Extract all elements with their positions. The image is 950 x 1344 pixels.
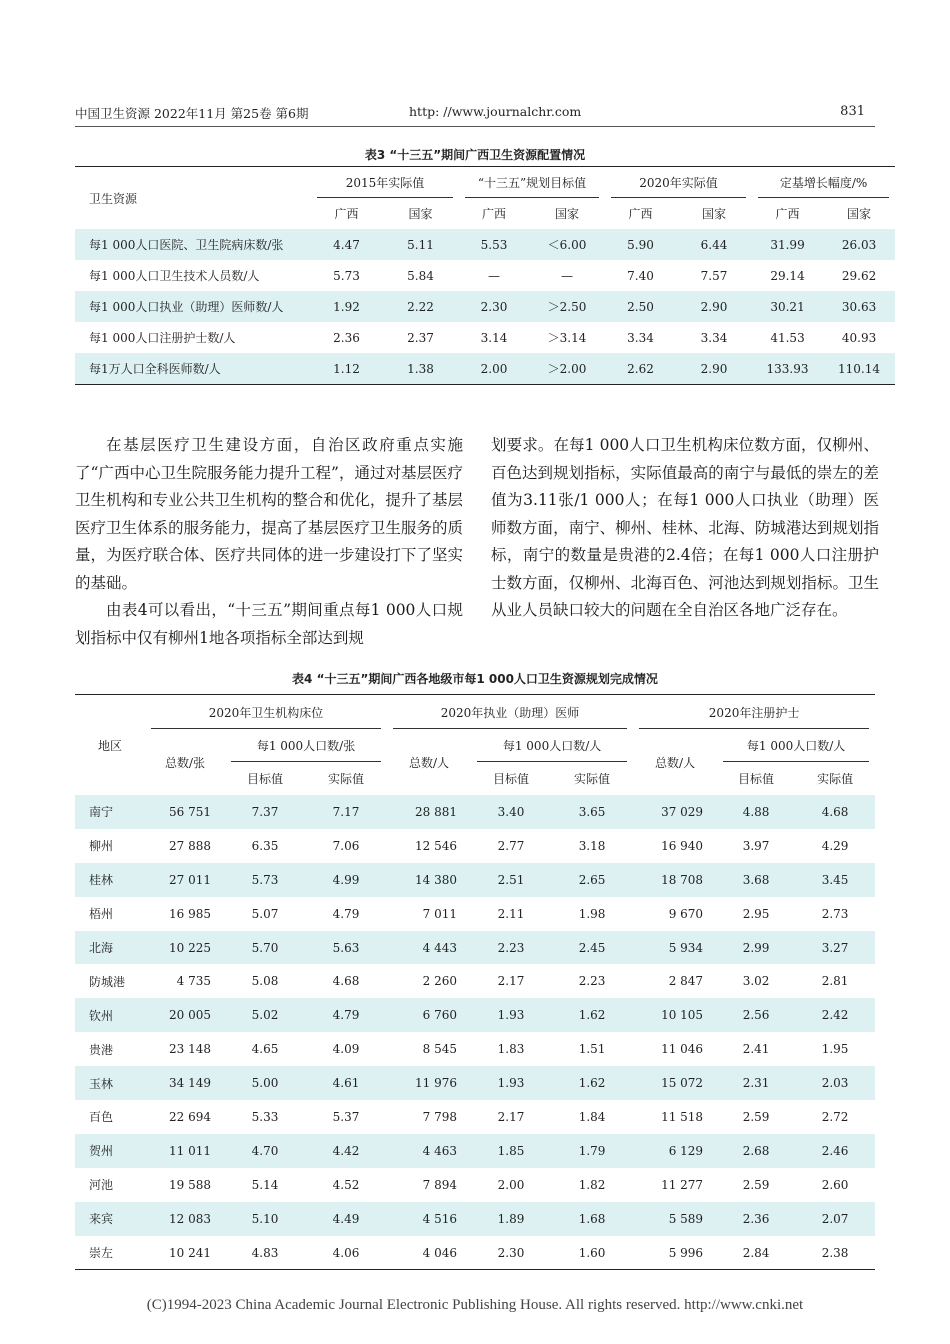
table-cell: 4.68	[795, 795, 875, 829]
table-cell: 3.14	[480, 330, 508, 345]
table-row	[75, 1202, 875, 1236]
table3-subheader: 国家	[408, 207, 433, 221]
table-cell: 12 083	[145, 1202, 225, 1236]
table-cell: 10 241	[145, 1236, 225, 1270]
table-cell: 2.07	[795, 1202, 875, 1236]
table-cell: 2.17	[497, 1109, 525, 1124]
table-cell: 1.98	[578, 906, 606, 921]
table3-subheader: 国家	[847, 207, 872, 221]
table4	[75, 694, 875, 1270]
table-cell: 4.47	[311, 229, 382, 260]
row-label: 玉林	[75, 1066, 145, 1100]
table-cell: 15 072	[633, 1066, 717, 1100]
paragraph: 在基层医疗卫生建设方面，自治区政府重点实施了“广西中心卫生院服务能力提升工程”，通过对基层医疗卫生机构和专业公共卫生机构的整合和优化，提升了基层医疗卫生体系的服务能力，提高了基层医疗卫生服务的质量，为医疗联合体、医疗共同体的进一步建设打下了坚实的基础。	[75, 436, 463, 592]
table-cell: 4.65	[251, 1042, 279, 1057]
table-row	[75, 931, 875, 965]
table-cell: 2.99	[717, 931, 795, 965]
table-cell: 2.90	[676, 291, 752, 322]
table-cell: 2 847	[668, 974, 704, 989]
table-cell: 2.84	[717, 1236, 795, 1270]
table-cell: 7.40	[627, 268, 654, 283]
table-cell: 4.83	[225, 1236, 305, 1270]
row-label: 防城港	[89, 974, 126, 989]
table-cell: 22 694	[169, 1109, 211, 1124]
table-cell: 4 046	[387, 1236, 471, 1270]
table-cell: 1.89	[471, 1202, 551, 1236]
table-cell: 5 589	[633, 1202, 717, 1236]
table4-per-header: 每1 000人口数/张	[225, 729, 387, 762]
table-cell: 2.59	[742, 1109, 770, 1124]
table-cell: 3.27	[795, 931, 875, 965]
table-cell: 7.37	[225, 795, 305, 829]
table-cell: 10 105	[633, 998, 717, 1032]
table-cell: 5.84	[407, 268, 434, 283]
table-cell: 10 225	[145, 931, 225, 965]
table-cell: 4.99	[305, 863, 387, 897]
table-cell: 2.62	[605, 353, 676, 385]
table-cell: 2.46	[795, 1134, 875, 1168]
table-cell: 11 518	[661, 1109, 704, 1124]
table-cell: 2.23	[471, 931, 551, 965]
table-cell: 4.49	[305, 1202, 387, 1236]
body-right-column	[491, 432, 879, 625]
table-row	[75, 1168, 875, 1202]
row-label: 来宾	[75, 1202, 145, 1236]
table-cell: 3.02	[742, 974, 770, 989]
table-cell: 6 760	[387, 998, 471, 1032]
paragraph: 由表4可以看出，“十三五”期间重点每1 000人口规划指标中仅有柳州1地各项指标全部达到规	[75, 601, 463, 647]
table-cell: 6.35	[251, 838, 279, 853]
table-cell: 5.73	[225, 863, 305, 897]
table4-per-header: 每1 000人口数/人	[717, 729, 875, 762]
table-cell: 2.51	[471, 863, 551, 897]
table-cell: 2.81	[821, 974, 849, 989]
table-cell: 28 881	[387, 795, 471, 829]
table-cell: 1.62	[551, 1066, 633, 1100]
table-cell: ＞2.00	[529, 353, 605, 385]
table-cell: 2.11	[497, 906, 525, 921]
table-row	[75, 1134, 875, 1168]
table-row	[75, 795, 875, 829]
paragraph: 划要求。在每1 000人口卫生机构床位数方面，仅柳州、百色达到规划指标，实际值最高的南宁与最低的崇左的差值为3.11张/1 000人；在每1 000人口执业（助理）医师数方面，南宁、柳州、桂林、北海、防城港达到规划指标，南宁的数量是贵港的2.4倍；在每1 000人口注册护士数方面，仅柳州、北海百色、河池达到规划指标。卫生从业人员缺口较大的问题在全自治区各地广泛存在。	[491, 436, 879, 619]
row-label: 每1 000人口注册护士数/人	[89, 331, 236, 345]
table3-group-header: 2020年实际值	[605, 167, 752, 199]
table-cell: 41.53	[770, 330, 805, 345]
table3-row-header: 卫生资源	[75, 167, 311, 230]
table-cell: 1.95	[821, 1042, 849, 1057]
table3-subheader: 广西	[628, 207, 653, 221]
row-label: 南宁	[75, 795, 145, 829]
copyright-footer: (C)1994-2023 China Academic Journal Electronic Publishing House. All rights reserved. http://www.cnki.net	[146, 1297, 804, 1313]
table-cell: 5.37	[332, 1109, 360, 1124]
table-row	[75, 1032, 875, 1066]
table-cell: 2.68	[717, 1134, 795, 1168]
row-label: 每1万人口全科医师数/人	[75, 353, 311, 385]
table-cell: 3.18	[578, 838, 606, 853]
table-cell: 16 985	[169, 906, 211, 921]
table-cell: 5.53	[459, 229, 529, 260]
table-cell: 9 670	[668, 906, 704, 921]
table-cell: 2.03	[795, 1066, 875, 1100]
table-row	[75, 229, 895, 260]
table-row	[75, 964, 875, 998]
body-left-column	[75, 432, 463, 652]
table-cell: 1.79	[551, 1134, 633, 1168]
table-cell: 7 798	[422, 1109, 458, 1124]
row-label: 百色	[89, 1110, 114, 1125]
table-row	[75, 322, 895, 353]
row-label: 河池	[89, 1178, 114, 1193]
table3-subheader: 国家	[555, 207, 580, 221]
table-cell: 4 516	[387, 1202, 471, 1236]
table-cell: 5 934	[633, 931, 717, 965]
table-cell: 8 545	[422, 1042, 458, 1057]
table-cell: 4 443	[387, 931, 471, 965]
table-cell: 2.37	[407, 330, 434, 345]
table-cell: 2.36	[717, 1202, 795, 1236]
table3-subheader: 广西	[334, 207, 359, 221]
table-cell: —	[488, 268, 501, 283]
table-cell: 1.93	[471, 998, 551, 1032]
table-cell: 40.93	[841, 330, 877, 345]
table-cell: 12 546	[415, 838, 458, 853]
table4-group-header: 2020年卫生机构床位	[145, 695, 387, 730]
table-cell: ＞2.50	[529, 291, 605, 322]
table-cell: 2.30	[459, 291, 529, 322]
table-cell: 4.09	[332, 1042, 360, 1057]
table4-subheader: 实际值	[817, 772, 854, 786]
table-cell: 4.68	[332, 974, 360, 989]
table-cell: 4.06	[305, 1236, 387, 1270]
table-cell: 2.59	[742, 1177, 770, 1192]
table-cell: 2.73	[821, 906, 849, 921]
table-cell: 5.02	[225, 998, 305, 1032]
table-cell: 1.93	[471, 1066, 551, 1100]
row-label: 贵港	[89, 1042, 114, 1057]
table-row	[75, 863, 875, 897]
row-label: 每1 000人口卫生技术人员数/人	[89, 269, 260, 283]
table-cell: 4.88	[717, 795, 795, 829]
row-label: 桂林	[75, 863, 145, 897]
table4-row-header: 地区	[75, 695, 145, 796]
table-cell: 4.70	[225, 1134, 305, 1168]
table-cell: 5.07	[251, 906, 279, 921]
table4-group-header: 2020年注册护士	[633, 695, 875, 730]
table-cell: 3.65	[551, 795, 633, 829]
table-cell: 2.77	[497, 838, 525, 853]
table-cell: 1.92	[311, 291, 382, 322]
table-row	[75, 291, 895, 322]
table-cell: 37 029	[633, 795, 717, 829]
table-cell: 4 735	[176, 974, 211, 989]
table4-total-header: 总数/人	[655, 755, 696, 770]
table-cell: ＜6.00	[529, 229, 605, 260]
table-cell: 1.12	[311, 353, 382, 385]
journal-url[interactable]: http: //www.journalchr.com	[409, 104, 582, 119]
table-cell: 110.14	[823, 353, 895, 385]
table-cell: 19 588	[169, 1177, 211, 1192]
table-cell: 4 463	[387, 1134, 471, 1168]
table-cell: 5.90	[605, 229, 676, 260]
table-cell: 7.17	[305, 795, 387, 829]
table-cell: 5.08	[251, 974, 279, 989]
table-row	[75, 1100, 875, 1134]
table-cell: 7.57	[700, 268, 728, 283]
table-cell: 4.79	[332, 906, 360, 921]
table-cell: 56 751	[145, 795, 225, 829]
table-cell: 1.68	[551, 1202, 633, 1236]
table4-subheader: 目标值	[738, 772, 775, 786]
table4-total-header: 总数/人	[409, 755, 450, 770]
table-cell: 20 005	[145, 998, 225, 1032]
table-cell: 1.83	[497, 1042, 525, 1057]
table-cell: 2.72	[821, 1109, 849, 1124]
table-cell: 2.45	[551, 931, 633, 965]
table-row	[75, 829, 875, 863]
table-cell: 1.82	[578, 1177, 606, 1192]
table-cell: 5.63	[305, 931, 387, 965]
table-cell: —	[561, 268, 574, 283]
table-cell: 3.34	[627, 330, 654, 345]
table-cell: 3.34	[700, 330, 728, 345]
table-cell: 23 148	[169, 1042, 211, 1057]
table-row	[75, 260, 895, 291]
table-cell: 2.90	[676, 353, 752, 385]
table-cell: 7 011	[422, 906, 458, 921]
table-cell: 2.00	[459, 353, 529, 385]
row-label: 崇左	[75, 1236, 145, 1270]
table-cell: 4.52	[332, 1177, 360, 1192]
table-cell: 2.42	[795, 998, 875, 1032]
table-cell: 2.17	[497, 974, 525, 989]
table-cell: 1.60	[551, 1236, 633, 1270]
page-number: 831	[840, 104, 865, 119]
table3	[75, 166, 895, 385]
table-cell: 2 260	[422, 974, 458, 989]
table4-subheader: 实际值	[574, 772, 611, 786]
table-row	[75, 897, 875, 931]
row-label: 梧州	[89, 907, 114, 922]
table-cell: 2.95	[742, 906, 770, 921]
table-cell: 5.14	[251, 1177, 279, 1192]
table-cell: 2.36	[333, 330, 360, 345]
table3-subheader: 国家	[702, 207, 727, 221]
table-cell: 26.03	[823, 229, 895, 260]
table-cell: 1.84	[578, 1109, 606, 1124]
table-cell: 3.45	[795, 863, 875, 897]
table-cell: 6.44	[676, 229, 752, 260]
row-label: 贺州	[75, 1134, 145, 1168]
table-cell: 11 011	[145, 1134, 225, 1168]
table-cell: 4.42	[305, 1134, 387, 1168]
table-cell: 4.79	[305, 998, 387, 1032]
table-cell: 2.38	[795, 1236, 875, 1270]
running-header	[75, 104, 875, 127]
row-label: 每1 000人口医院、卫生院病床数/张	[75, 229, 311, 260]
table-cell: 6 129	[633, 1134, 717, 1168]
table3-subheader: 广西	[775, 207, 800, 221]
table4-caption: 表4 “十三五”期间广西各地级市每1 000人口卫生资源规划完成情况	[292, 672, 658, 686]
table-row	[75, 353, 895, 385]
row-label: 柳州	[89, 839, 114, 854]
row-label: 钦州	[75, 998, 145, 1032]
table-cell: 34 149	[145, 1066, 225, 1100]
table-cell: 16 940	[661, 838, 704, 853]
table-cell: 2.56	[717, 998, 795, 1032]
table-cell: 7 894	[422, 1177, 458, 1192]
table-cell: 11 046	[661, 1042, 704, 1057]
table-cell: 5.00	[225, 1066, 305, 1100]
table-cell: 27 011	[145, 863, 225, 897]
table-cell: 2.31	[717, 1066, 795, 1100]
table4-subheader: 实际值	[328, 772, 365, 786]
table4-group-header: 2020年执业（助理）医师	[387, 695, 633, 730]
table-cell: 30.63	[823, 291, 895, 322]
table-cell: 5.70	[225, 931, 305, 965]
table3-subheader: 广西	[482, 207, 507, 221]
table-cell: 2.41	[742, 1042, 770, 1057]
table-cell: 2.60	[821, 1177, 849, 1192]
table4-subheader: 目标值	[493, 772, 530, 786]
table-cell: 3.40	[471, 795, 551, 829]
table-cell: 11 976	[387, 1066, 471, 1100]
table-cell: 3.68	[717, 863, 795, 897]
table-cell: 5 996	[633, 1236, 717, 1270]
table-cell: 133.93	[752, 353, 823, 385]
table-cell: 29.62	[841, 268, 877, 283]
table3-caption: 表3 “十三五”期间广西卫生资源配置情况	[364, 148, 586, 162]
table-cell: 5.73	[333, 268, 360, 283]
table-row	[75, 1236, 875, 1270]
table4-subheader: 目标值	[246, 772, 283, 786]
table-cell: 2.30	[471, 1236, 551, 1270]
table-cell: 5.33	[251, 1109, 279, 1124]
table-cell: 14 380	[387, 863, 471, 897]
table-cell: 1.51	[578, 1042, 606, 1057]
table-cell: 4.61	[305, 1066, 387, 1100]
table4-total-header: 总数/张	[164, 755, 206, 770]
table-cell: 1.85	[471, 1134, 551, 1168]
table-cell: 5.11	[382, 229, 459, 260]
table-row	[75, 998, 875, 1032]
table-cell: 27 888	[169, 838, 211, 853]
row-label: 北海	[75, 931, 145, 965]
table3-group-header: “十三五”规划目标值	[459, 167, 605, 199]
table-cell: 30.21	[752, 291, 823, 322]
table-cell: ＞3.14	[547, 331, 587, 345]
table-cell: 2.00	[497, 1177, 525, 1192]
table-cell: 2.23	[578, 974, 606, 989]
table-cell: 2.50	[605, 291, 676, 322]
table3-group-header: 定基增长幅度/%	[752, 167, 895, 199]
table-cell: 5.10	[225, 1202, 305, 1236]
table-cell: 1.38	[382, 353, 459, 385]
table-cell: 2.65	[551, 863, 633, 897]
table-cell: 7.06	[332, 838, 360, 853]
table-cell: 3.97	[742, 838, 770, 853]
table-cell: 29.14	[770, 268, 805, 283]
journal-info: 中国卫生资源 2022年11月 第25卷 第6期	[75, 106, 309, 121]
table-cell: 2.22	[382, 291, 459, 322]
table-cell: 11 277	[661, 1177, 704, 1192]
table-cell: 1.62	[551, 998, 633, 1032]
row-label: 每1 000人口执业（助理）医师数/人	[75, 291, 311, 322]
table-cell: 18 708	[633, 863, 717, 897]
table-cell: 4.29	[821, 838, 849, 853]
table-cell: 31.99	[752, 229, 823, 260]
table-row	[75, 1066, 875, 1100]
table4-per-header: 每1 000人口数/人	[471, 729, 633, 762]
table3-group-header: 2015年实际值	[311, 167, 459, 199]
